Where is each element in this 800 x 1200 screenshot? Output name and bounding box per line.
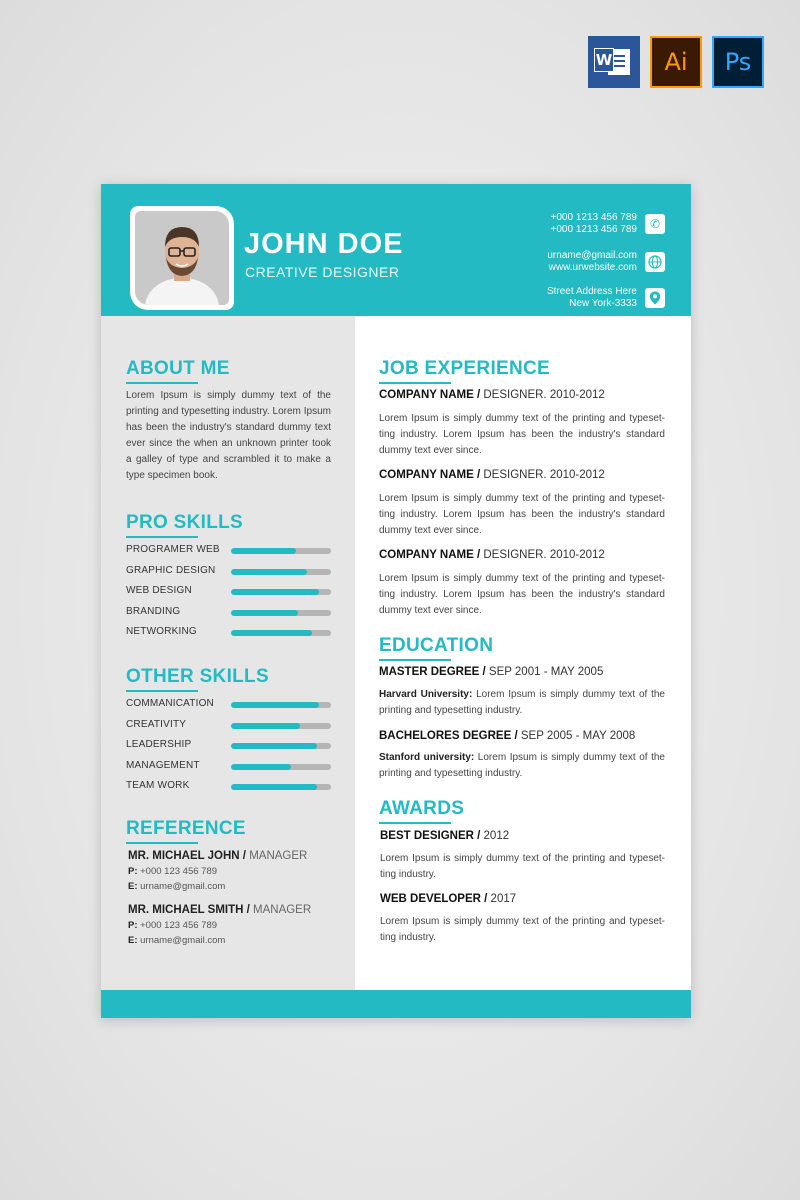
reference-email: E: urname@gmail.com — [128, 935, 226, 946]
skill-bar — [231, 784, 331, 790]
reference-name: MR. MICHAEL SMITH / MANAGER — [128, 904, 312, 916]
job-description: Lorem Ipsum is simply dummy text of the printing and typeset- ting industry. Lorem Ipsum has been the industry's standard dummy text ever since. — [379, 573, 665, 616]
phone-line-2: +000 1213 456 789 — [550, 224, 637, 235]
skill-bar — [231, 764, 331, 770]
email-text: urname@gmail.com — [547, 250, 637, 261]
skill-bar — [231, 589, 331, 595]
skill-label: BRANDING — [126, 605, 181, 617]
job-title: COMPANY NAME / DESIGNER. 2010-2012 — [379, 549, 605, 561]
skill-label: PROGRAMER WEB — [126, 544, 220, 555]
skill-row — [126, 780, 331, 792]
resume-header — [101, 184, 691, 316]
photoshop-icon: Ps — [712, 36, 764, 88]
skill-bar-fill — [231, 569, 307, 575]
skill-row — [126, 626, 331, 638]
experience-heading: JOB EXPERIENCE — [379, 358, 551, 379]
skill-bar-fill — [231, 589, 319, 595]
skill-bar — [231, 610, 331, 616]
person-title: CREATIVE DESIGNER — [245, 264, 400, 280]
awards-heading: AWARDS — [379, 798, 465, 819]
phone-line-1: +000 1213 456 789 — [550, 212, 637, 223]
main-column — [355, 316, 691, 990]
skill-bar-fill — [231, 548, 296, 554]
skill-bar-fill — [231, 743, 317, 749]
website-text: www.urwebsite.com — [548, 262, 637, 273]
skill-row — [126, 719, 331, 731]
skill-bar-fill — [231, 702, 319, 708]
resume-page — [101, 184, 691, 1018]
skill-label: CREATIVITY — [126, 718, 187, 730]
skill-row — [126, 544, 331, 556]
reference-heading: REFERENCE — [126, 818, 246, 839]
skill-bar — [231, 723, 331, 729]
app-icons — [588, 36, 764, 88]
skill-bar-fill — [231, 784, 317, 790]
degree-title: BACHELORES DEGREE / SEP 2005 - MAY 2008 — [379, 730, 636, 742]
reference-name: MR. MICHAEL JOHN / MANAGER — [128, 850, 308, 862]
skill-row — [126, 698, 331, 710]
skill-label: MANAGEMENT — [126, 759, 200, 771]
profile-photo — [135, 211, 229, 305]
award-description: Lorem Ipsum is simply dummy text of the printing and typeset- ting industry. — [380, 853, 665, 880]
globe-icon — [645, 252, 665, 272]
profile-photo-frame — [130, 206, 234, 310]
address-line-1: Street Address Here — [546, 286, 637, 297]
skill-row — [126, 606, 331, 618]
award-title: WEB DEVELOPER / 2017 — [380, 893, 517, 905]
pro-skills-heading: PRO SKILLS — [126, 512, 244, 533]
skill-bar — [231, 630, 331, 636]
phone-icon: ✆ — [645, 214, 665, 234]
sidebar — [101, 316, 355, 990]
skill-bar — [231, 548, 331, 554]
person-name: JOHN DOE — [244, 228, 404, 260]
word-icon: W — [588, 36, 640, 88]
contact-web — [547, 250, 665, 274]
job-description: Lorem Ipsum is simply dummy text of the printing and typeset- ting industry. Lorem Ipsum has been the industry's standard dummy text ever since. — [379, 413, 665, 456]
about-heading: ABOUT ME — [126, 358, 230, 379]
illustrator-icon: Ai — [650, 36, 702, 88]
other-skills-heading: OTHER SKILLS — [126, 666, 269, 687]
skill-row — [126, 565, 331, 577]
award-description: Lorem Ipsum is simply dummy text of the printing and typeset- ting industry. — [380, 916, 665, 943]
skill-bar-fill — [231, 723, 300, 729]
location-pin-icon — [645, 288, 665, 308]
job-description: Lorem Ipsum is simply dummy text of the printing and typeset- ting industry. Lorem Ipsum has been the industry's standard dummy text ever since. — [379, 493, 665, 536]
footer-bar — [101, 990, 691, 1018]
award-title: BEST DESIGNER / 2012 — [380, 830, 510, 842]
skill-label: NETWORKING — [126, 626, 197, 637]
skill-label: LEADERSHIP — [126, 739, 192, 750]
contact-address — [547, 286, 665, 310]
skill-bar-fill — [231, 630, 312, 636]
skill-bar-fill — [231, 610, 298, 616]
degree-description: Stanford university: Lorem Ipsum is simply dummy text of the printing and typesetting industry. — [379, 752, 665, 779]
job-title: COMPANY NAME / DESIGNER. 2010-2012 — [379, 469, 605, 481]
skill-label: WEB DESIGN — [126, 585, 192, 596]
skill-row — [126, 739, 331, 751]
skill-bar-fill — [231, 764, 291, 770]
person-portrait-icon — [135, 211, 229, 305]
skill-label: GRAPHIC DESIGN — [126, 564, 216, 576]
skill-label: TEAM WORK — [126, 780, 190, 791]
skill-label: COMMANICATION — [126, 698, 214, 709]
contact-phone — [551, 212, 665, 236]
degree-description: Harvard University: Lorem Ipsum is simply dummy text of the printing and typesetting industry. — [379, 689, 665, 716]
skill-row — [126, 760, 331, 772]
skill-bar — [231, 569, 331, 575]
reference-phone: P: +000 123 456 789 — [128, 866, 218, 877]
skill-row — [126, 585, 331, 597]
reference-phone: P: +000 123 456 789 — [128, 920, 218, 931]
reference-email: E: urname@gmail.com — [128, 881, 226, 892]
degree-title: MASTER DEGREE / SEP 2001 - MAY 2005 — [379, 666, 604, 678]
skill-bar — [231, 702, 331, 708]
about-text: Lorem Ipsum is simply dummy text of the printing and typesetting industry. Lorem Ipsum has been the industry's standard dummy text ever since the when an unknown printer took a galley of type and scrambled it to make a type specimen book. — [126, 390, 331, 481]
education-heading: EDUCATION — [379, 635, 494, 656]
address-line-2: New York-3333 — [569, 298, 637, 309]
skill-bar — [231, 743, 331, 749]
job-title: COMPANY NAME / DESIGNER. 2010-2012 — [379, 389, 605, 401]
